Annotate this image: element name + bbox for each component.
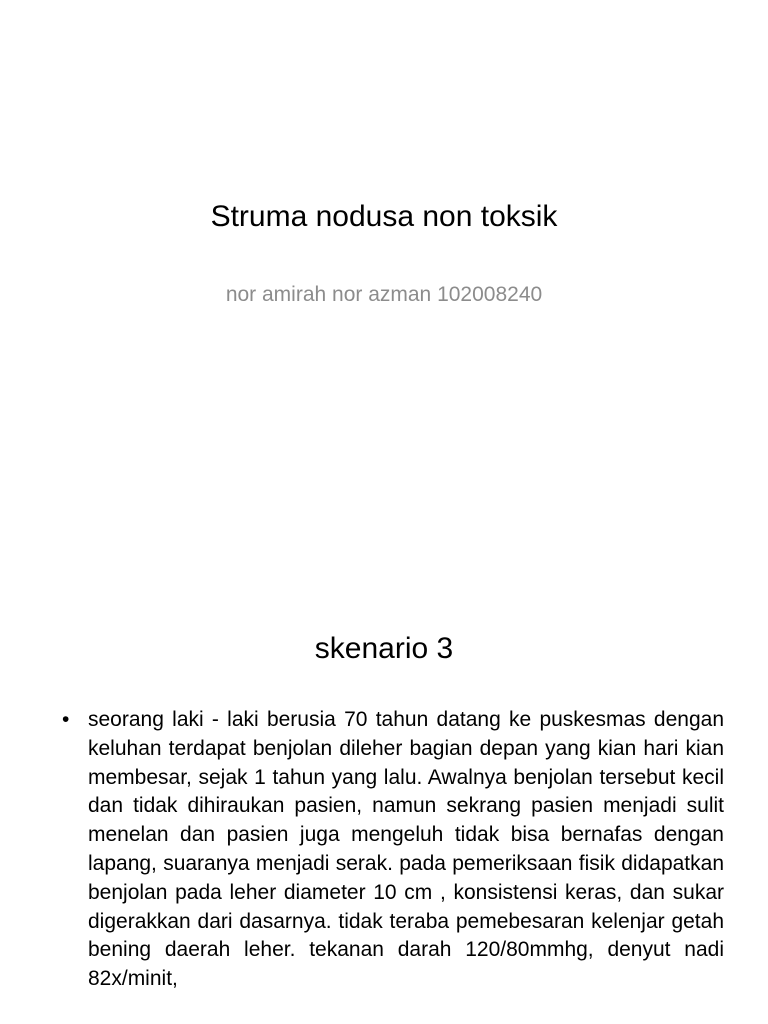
- bullet-icon: •: [62, 708, 70, 731]
- slide-title: Struma nodusa non toksik: [210, 200, 558, 233]
- slide-subtitle-author: nor amirah nor azman 102008240: [225, 283, 543, 306]
- bullet-item: [62, 706, 724, 994]
- slide-title: skenario 3: [314, 632, 454, 665]
- bullet-text: seorang laki - laki berusia 70 tahun datang ke puskesmas dengan keluhan terdapat benjolan dileher bagian depan yang kian hari kian membesar, sejak 1 tahun yang lalu. Awalnya benjolan tersebut kecil dan tidak dihiraukan pasien, namun sekrang pasien menjadi sulit menelan dan pasien juga mengeluh tidak bisa bernafas dengan lapang, suaranya menjadi serak. pada pemeriksaan fisik didapatkan benjolan pada leher diameter 10 cm , konsistensi keras, dan sukar digerakkan dari dasarnya. tidak teraba pemebesaran kelenjar getah bening daerah leher. tekanan darah 120/80mmhg, denyut nadi 82x/minit,: [88, 708, 724, 991]
- bullet-list: [62, 706, 724, 994]
- slide-scenario: [0, 600, 768, 1024]
